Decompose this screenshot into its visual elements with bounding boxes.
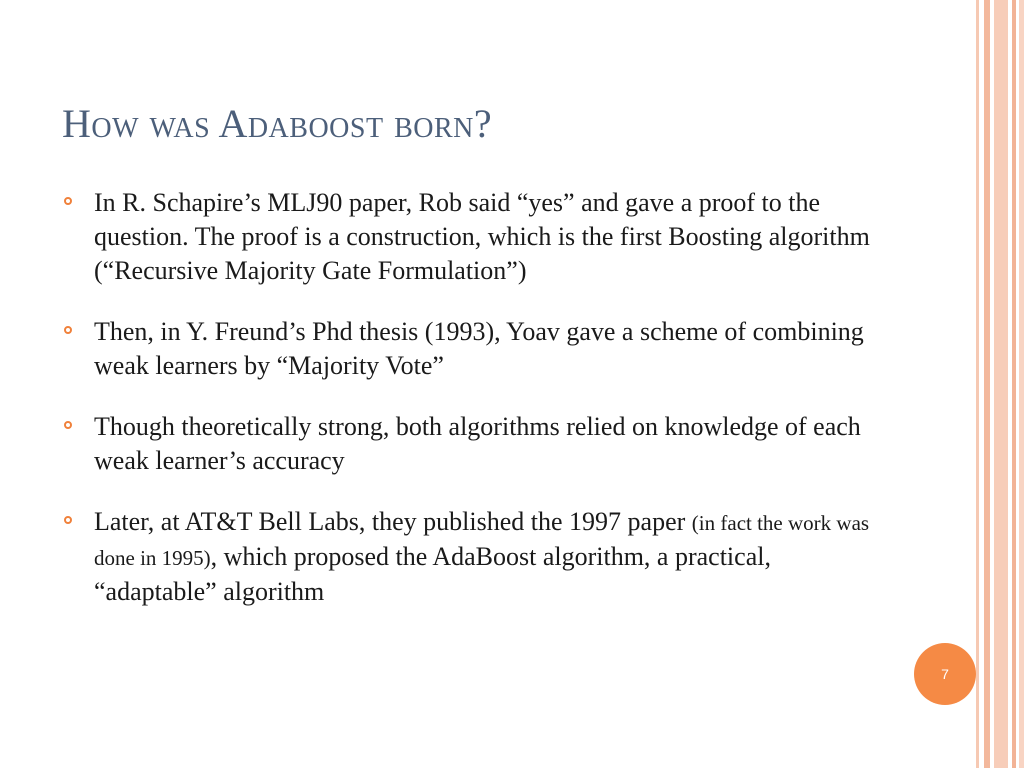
- bullet-item-4: [62, 505, 892, 609]
- bullet-circle-icon: [64, 197, 72, 205]
- page-number: 7: [941, 666, 949, 682]
- bullet-circle-icon: [64, 421, 72, 429]
- bullet-text-before: Later, at AT&T Bell Labs, they published the 1997 paper: [94, 507, 692, 536]
- bullet-circle-icon: [64, 516, 72, 524]
- bullet-item-3: [62, 410, 892, 478]
- stripe: [976, 0, 979, 768]
- bullet-item-1: [62, 186, 892, 288]
- bullet-list: [62, 186, 892, 636]
- decorative-stripes: [976, 0, 1024, 768]
- bullet-text: In R. Schapire’s MLJ90 paper, Rob said “yes” and gave a proof to the question. The proof is a construction, which is the first Boosting algorithm (“Recursive Majority Gate Formulation”): [94, 188, 870, 285]
- bullet-text-small: (in fact the work was done in 1995): [94, 511, 870, 570]
- bullet-text-after: , which proposed the AdaBoost algorithm, a practical, “adaptable” algorithm: [94, 542, 771, 606]
- bullet-item-2: [62, 315, 892, 383]
- bullet-text: Then, in Y. Freund’s Phd thesis (1993), Yoav gave a scheme of combining weak learners by “Majority Vote”: [94, 317, 864, 380]
- bullet-circle-icon: [64, 326, 72, 334]
- stripe: [994, 0, 1008, 768]
- stripe: [984, 0, 990, 768]
- page-number-badge: [914, 643, 976, 705]
- slide-title: How was Adaboost born?: [62, 101, 493, 146]
- bullet-text: Though theoretically strong, both algorithms relied on knowledge of each weak learner’s accuracy: [94, 412, 861, 475]
- stripe: [1012, 0, 1016, 768]
- stripe: [1019, 0, 1024, 768]
